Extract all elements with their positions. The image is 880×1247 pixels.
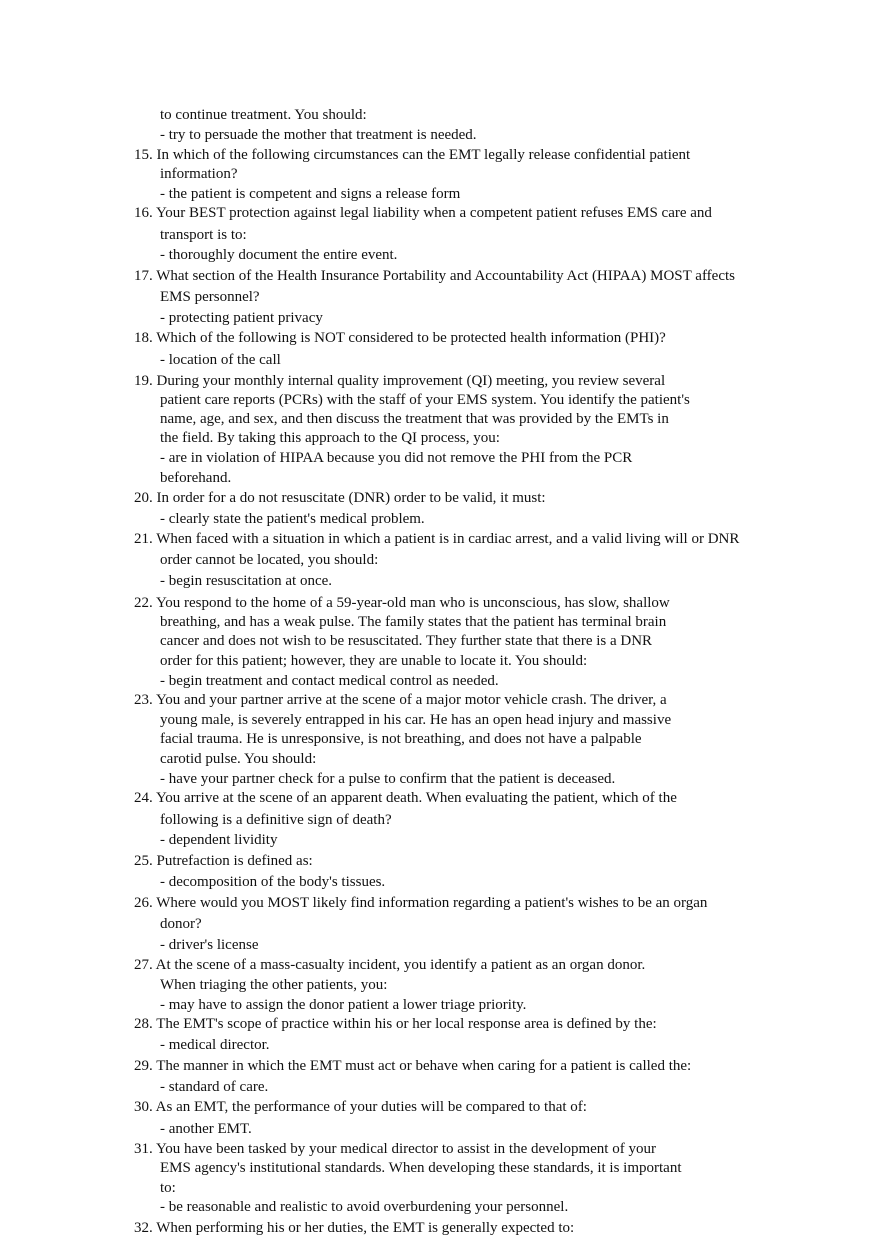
answer-line: - the patient is competent and signs a release form [160,186,461,202]
text-line: to continue treatment. You should: [160,107,367,123]
answer-line: - dependent lividity [160,832,278,848]
answer-line: - driver's license [160,937,259,953]
question-30: 30. As an EMT, the performance of your duties will be compared to that of: [134,1099,587,1115]
question-15: 15. In which of the following circumstances can the EMT legally release confidential patient [134,147,691,163]
question-17: 17. What section of the Health Insurance Portability and Accountability Act (HIPAA) MOST affects [134,268,735,284]
text-line: breathing, and has a weak pulse. The family states that the patient has terminal brain [160,614,667,630]
answer-line: - have your partner check for a pulse to confirm that the patient is deceased. [160,771,616,787]
text-line: transport is to: [160,227,247,243]
question-21: 21. When faced with a situation in which a patient is in cardiac arrest, and a valid living will or DNR [134,531,740,547]
text-line: young male, is severely entrapped in his car. He has an open head injury and massive [160,712,672,728]
answer-line: - decomposition of the body's tissues. [160,874,386,890]
question-27: 27. At the scene of a mass-casualty incident, you identify a patient as an organ donor. [134,957,646,973]
answer-line: - may have to assign the donor patient a lower triage priority. [160,997,527,1013]
answer-line: - be reasonable and realistic to avoid overburdening your personnel. [160,1199,569,1215]
text-line: donor? [160,916,202,932]
answer-line: - medical director. [160,1037,270,1053]
question-24: 24. You arrive at the scene of an apparent death. When evaluating the patient, which of the [134,790,677,806]
question-26: 26. Where would you MOST likely find information regarding a patient's wishes to be an organ [134,895,708,911]
text-line: following is a definitive sign of death? [160,812,392,828]
text-line: facial trauma. He is unresponsive, is not breathing, and does not have a palpable [160,731,642,747]
text-line: order for this patient; however, they are unable to locate it. You should: [160,653,588,669]
text-line: to: [160,1180,176,1196]
question-32: 32. When performing his or her duties, the EMT is generally expected to: [134,1220,575,1236]
question-18: 18. Which of the following is NOT considered to be protected health information (PHI)? [134,330,666,346]
text-line: the field. By taking this approach to the QI process, you: [160,430,500,446]
text-line: EMS agency's institutional standards. When developing these standards, it is important [160,1160,682,1176]
answer-line: - thoroughly document the entire event. [160,247,398,263]
question-20: 20. In order for a do not resuscitate (DNR) order to be valid, it must: [134,490,546,506]
answer-line: - protecting patient privacy [160,310,323,326]
text-line: EMS personnel? [160,289,260,305]
text-line: carotid pulse. You should: [160,751,317,767]
text-line: cancer and does not wish to be resuscitated. They further state that there is a DNR [160,633,653,649]
answer-line: - standard of care. [160,1079,269,1095]
text-line: beforehand. [160,470,232,486]
text-line: name, age, and sex, and then discuss the treatment that was provided by the EMTs in [160,411,669,427]
question-19: 19. During your monthly internal quality improvement (QI) meeting, you review several [134,373,666,389]
question-25: 25. Putrefaction is defined as: [134,853,313,869]
text-line: patient care reports (PCRs) with the staff of your EMS system. You identify the patient's [160,392,690,408]
question-22: 22. You respond to the home of a 59-year-old man who is unconscious, has slow, shallow [134,595,670,611]
answer-line: - begin treatment and contact medical control as needed. [160,673,499,689]
answer-line: - location of the call [160,352,281,368]
answer-line: - try to persuade the mother that treatment is needed. [160,127,477,143]
question-16: 16. Your BEST protection against legal liability when a competent patient refuses EMS care and [134,205,712,221]
answer-line: - another EMT. [160,1121,252,1137]
question-28: 28. The EMT's scope of practice within his or her local response area is defined by the: [134,1016,657,1032]
question-31: 31. You have been tasked by your medical director to assist in the development of your [134,1141,656,1157]
answer-line: - are in violation of HIPAA because you did not remove the PHI from the PCR [160,450,633,466]
text-line: When triaging the other patients, you: [160,977,388,993]
answer-line: - clearly state the patient's medical problem. [160,511,425,527]
text-line: order cannot be located, you should: [160,552,379,568]
question-23: 23. You and your partner arrive at the scene of a major motor vehicle crash. The driver, a [134,692,667,708]
question-29: 29. The manner in which the EMT must act or behave when caring for a patient is called the: [134,1058,692,1074]
text-line: information? [160,166,238,182]
answer-line: - begin resuscitation at once. [160,573,333,589]
